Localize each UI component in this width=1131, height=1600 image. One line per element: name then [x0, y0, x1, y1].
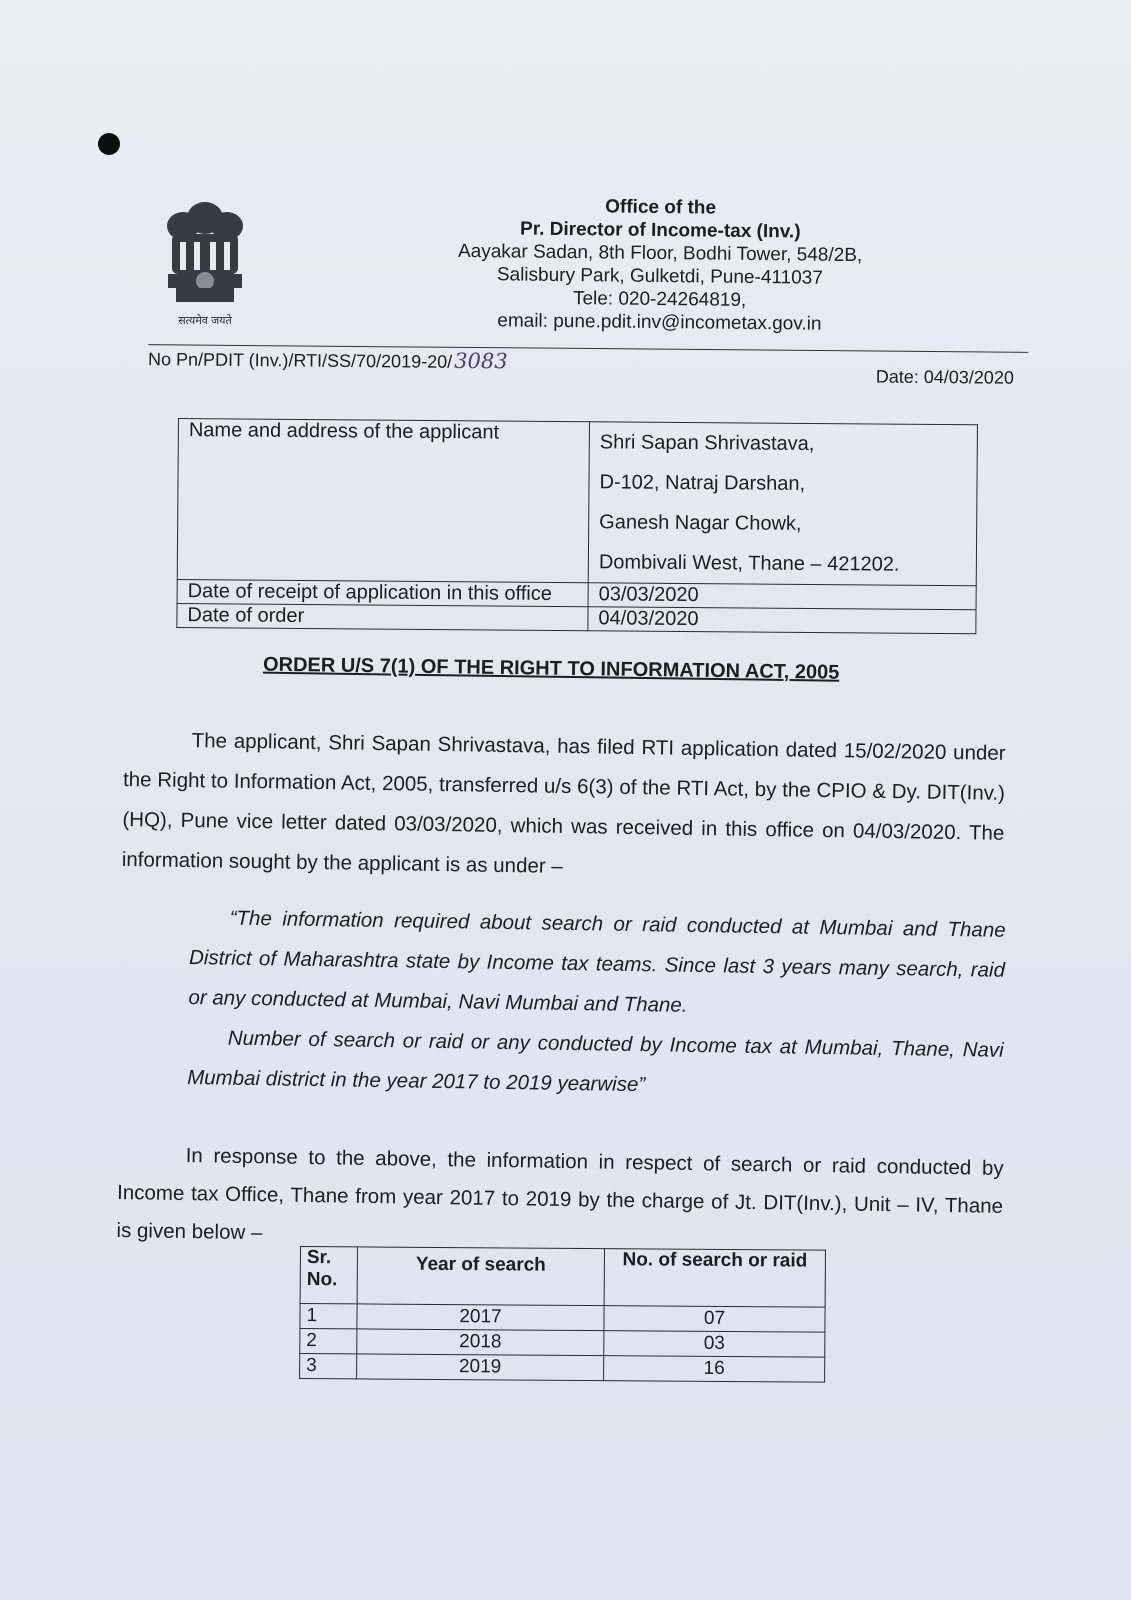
- header-line-address1: Aayakar Sadan, 8th Floor, Bodhi Tower, 548/2B,: [457, 240, 863, 267]
- order-date-label: Date of order: [177, 603, 588, 630]
- column-header-year: Year of search: [357, 1247, 604, 1306]
- table-row: [177, 419, 977, 586]
- column-header-count: No. of search or raid: [604, 1249, 825, 1308]
- order-date-value: 04/03/2020: [588, 607, 976, 634]
- reference-line: [147, 346, 1028, 388]
- order-title: ORDER U/S 7(1) OF THE RIGHT TO INFORMATION ACT, 2005: [262, 653, 840, 684]
- table-row: [300, 1354, 825, 1383]
- cell-count: 16: [604, 1356, 825, 1383]
- applicant-name-label: Name and address of the applicant: [177, 419, 589, 583]
- table-row: [300, 1329, 825, 1358]
- header-line-office: Office of the: [605, 196, 717, 219]
- header-line-email: email: pune.pdit.inv@incometax.gov.in: [497, 310, 822, 335]
- reference-number-text: No Pn/PDIT (Inv.)/RTI/SS/70/2019-20/: [147, 349, 453, 372]
- cell-sr-no: 2: [300, 1329, 357, 1354]
- cell-year: 2018: [357, 1329, 604, 1356]
- table-row: [177, 603, 976, 633]
- receipt-date-value: 03/03/2020: [588, 583, 976, 610]
- cell-sr-no: 1: [300, 1304, 357, 1329]
- cell-year: 2019: [357, 1354, 604, 1381]
- header-line-director: Pr. Director of Income-tax (Inv.): [520, 218, 801, 243]
- address-line: Shri Sapan Shrivastava,: [599, 431, 815, 455]
- reference-number: [148, 346, 508, 373]
- cell-year: 2017: [357, 1304, 604, 1331]
- handwritten-number: 3083: [454, 348, 508, 374]
- quote-part-2: Number of search or raid or any conducted by Income tax at Mumbai, Thane, Navi Mumbai district in the year 2017 to 2019 yearwise”: [186, 1026, 1004, 1097]
- header-line-address2: Salisbury Park, Gulketdi, Pune-411037: [496, 264, 823, 289]
- quote-part-1: “The information required about search or raid conducted at Mumbai and Thane District of Maharashtra state by Income tax teams. Since last 3 years many search, raid or any conducted at Mumbai, Navi Mumbai and Thane.: [188, 906, 1006, 1017]
- address-line: Dombivali West, Thane – 421202.: [598, 551, 900, 576]
- national-emblem-icon: [158, 188, 253, 338]
- cell-sr-no: 3: [300, 1354, 357, 1379]
- paragraph-response: In response to the above, the information in respect of search or raid conducted by Income tax Office, Thane from year 2017 to 2019 by the charge of Jt. DIT(Inv.), Unit – IV, Thane is given below –: [116, 1144, 1004, 1245]
- cell-count: 07: [604, 1306, 825, 1333]
- punch-hole-mark: [98, 133, 120, 155]
- paragraph-application: The applicant, Shri Sapan Shrivastava, has filed RTI application dated 15/02/2020 under the Right to Information Act, 2005, transferred u/s 6(3) of the RTI Act, by the CPIO & Dy. DIT(Inv.)(HQ), Pune vice letter dated 03/03/2020, which was received in this office on 04/03/2020. The information sought by the applicant is as under –: [121, 729, 1006, 878]
- column-header-sr-no: Sr. No.: [300, 1247, 357, 1304]
- receipt-date-label: Date of receipt of application in this office: [177, 579, 588, 606]
- table-header-row: [300, 1247, 825, 1308]
- header-line-phone: Tele: 020-24264819,: [572, 288, 747, 311]
- cell-count: 03: [604, 1331, 825, 1358]
- quoted-request: [187, 898, 1006, 1111]
- table-row: [300, 1304, 825, 1333]
- reference-date: Date: 04/03/2020: [875, 366, 1014, 388]
- emblem-motto: सत्यमेव जयते: [178, 315, 232, 327]
- applicant-table: [176, 418, 978, 634]
- search-table: [299, 1246, 826, 1383]
- address-line: D-102, Natraj Darshan,: [599, 471, 806, 495]
- office-header: [379, 193, 940, 337]
- address-line: Ganesh Nagar Chowk,: [599, 511, 802, 535]
- applicant-address-cell: [588, 422, 977, 586]
